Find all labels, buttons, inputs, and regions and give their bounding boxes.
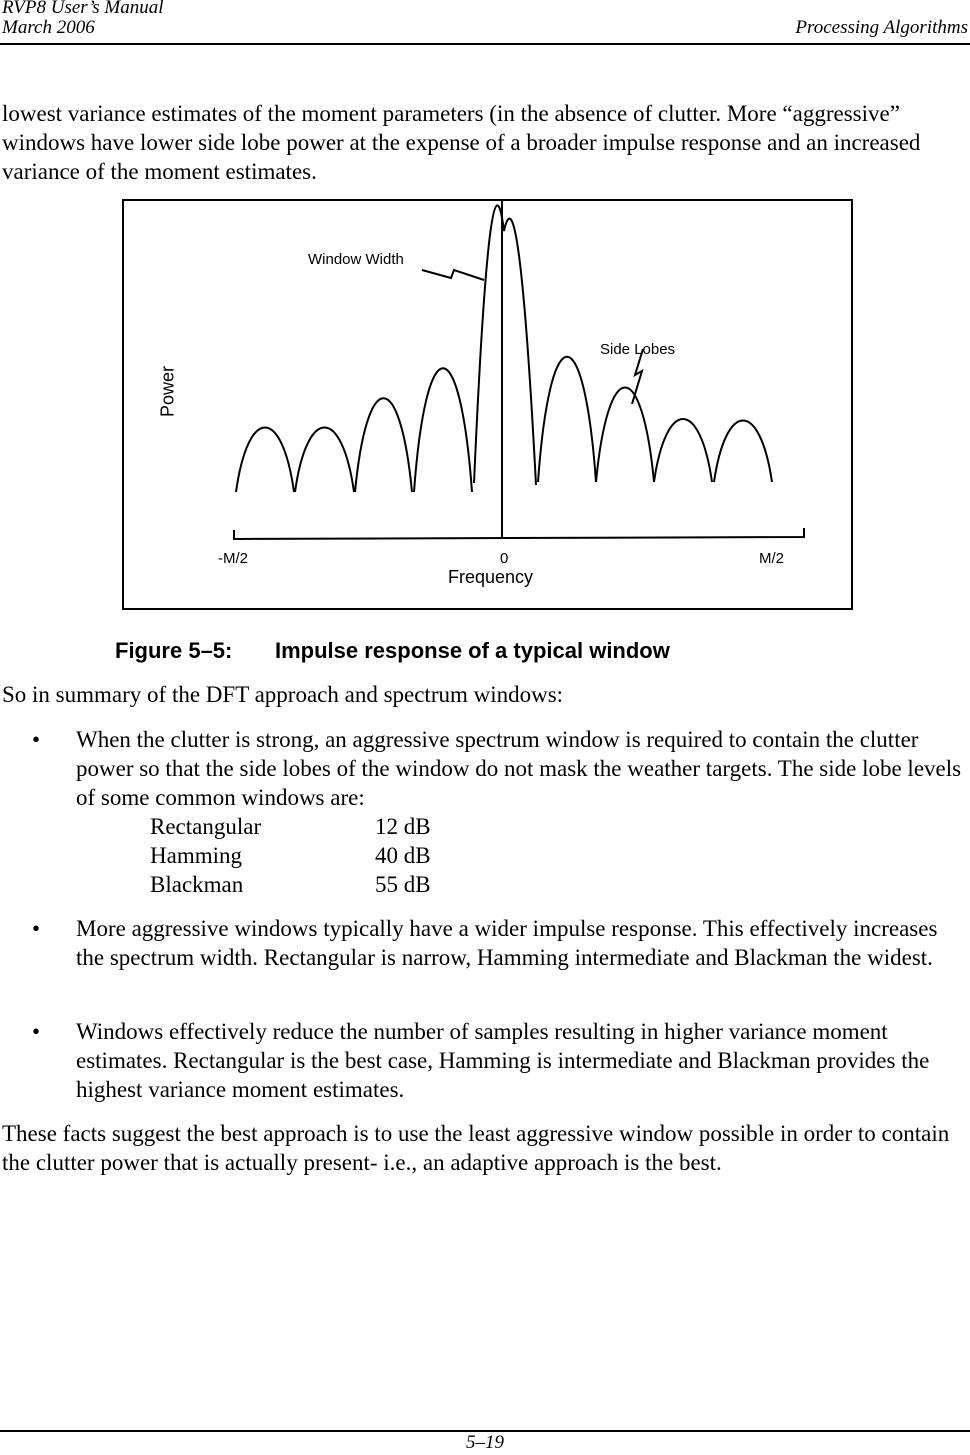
bullet-item bbox=[32, 1017, 968, 1104]
side-lobes-label: Side Lobes bbox=[600, 341, 676, 358]
side-lobe-left-1 bbox=[236, 428, 294, 493]
side-lobe-left-3 bbox=[355, 398, 412, 492]
side-lobe-left-4 bbox=[414, 368, 472, 492]
window-width-leader bbox=[422, 270, 484, 280]
header-rule bbox=[0, 43, 970, 45]
bullet-item bbox=[32, 914, 968, 972]
tick-label-right: M/2 bbox=[759, 550, 785, 567]
side-lobe-right-3 bbox=[654, 419, 712, 482]
manual-title: RVP8 User’s Manual bbox=[2, 0, 164, 18]
bullet-text: Windows effectively reduce the number of samples resulting in higher variance moment estimates. Rectangular is the best case, Hamming is intermediate and Blackman provides the highest variance moment estimates. bbox=[76, 1019, 930, 1102]
bullet-dot: • bbox=[32, 916, 41, 941]
frequency-axis bbox=[234, 528, 804, 539]
page-header bbox=[0, 0, 970, 46]
bullet-text: When the clutter is strong, an aggressive spectrum window is required to contain the clutter power so that the side lobes of the window do not mask the weather targets. The side lobe levels of some common windows are: bbox=[76, 727, 962, 810]
bullet-dot: • bbox=[32, 727, 41, 752]
tick-label-center: 0 bbox=[500, 550, 509, 567]
bullet-dot: • bbox=[32, 1019, 41, 1044]
page-number: 5–19 bbox=[466, 1432, 504, 1453]
side-lobe-right-4 bbox=[714, 421, 772, 483]
figure-number: Figure 5–5: bbox=[115, 638, 233, 663]
figure-title: Impulse response of a typical window bbox=[275, 638, 670, 663]
intro-paragraph: lowest variance estimates of the moment parameters (in the absence of clutter. More “aggressive” windows have lower side lobe power at the expense of a broader impulse response and an increased variance of the moment estimates. bbox=[2, 101, 921, 184]
bullet-text: More aggressive windows typically have a wider impulse response. This effectively increases the spectrum width. Rectangular is narrow, Hamming intermediate and Blackman the widest. bbox=[76, 916, 938, 970]
header-left bbox=[2, 0, 164, 38]
window-level: 40 dB bbox=[375, 843, 431, 868]
window-level: 12 dB bbox=[375, 814, 431, 839]
frequency-axis-label: Frequency bbox=[448, 567, 534, 587]
window-name: Blackman bbox=[150, 872, 244, 897]
impulse-response-diagram bbox=[124, 201, 851, 608]
impulse-response-figure bbox=[122, 199, 853, 610]
side-lobe-left-2 bbox=[295, 428, 354, 493]
window-name: Rectangular bbox=[150, 814, 262, 839]
power-axis-label: Power bbox=[157, 365, 178, 418]
bullet-item bbox=[32, 725, 968, 812]
conclusion-paragraph: These facts suggest the best approach is to use the least aggressive window possible in order to contain the clutter power that is actually present- i.e., an adaptive approach is the best. bbox=[2, 1121, 950, 1175]
side-lobe-right-2 bbox=[596, 388, 654, 483]
section-title: Processing Algorithms bbox=[795, 17, 968, 38]
main-lobe bbox=[474, 205, 536, 485]
window-name: Hamming bbox=[150, 843, 242, 868]
side-lobe-right-1 bbox=[538, 357, 596, 482]
window-level: 55 dB bbox=[375, 872, 431, 897]
header-date: March 2006 bbox=[2, 17, 95, 38]
window-width-label: Window Width bbox=[308, 251, 404, 268]
figure-caption bbox=[115, 638, 670, 664]
summary-intro: So in summary of the DFT approach and spectrum windows: bbox=[2, 682, 564, 707]
tick-label-left: -M/2 bbox=[218, 550, 248, 567]
